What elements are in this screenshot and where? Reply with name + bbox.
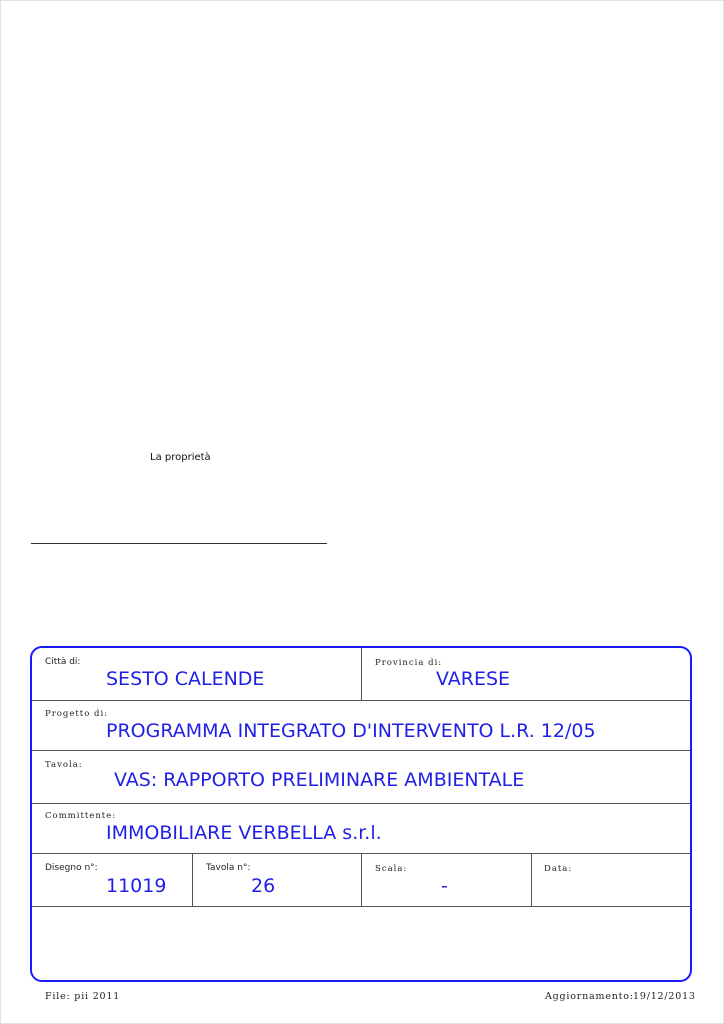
sheet-label: Tavola: <box>45 760 83 770</box>
row-divider <box>32 700 690 701</box>
city-label: Città di: <box>45 657 81 667</box>
sheet-number-label: Tavola n°: <box>206 863 251 873</box>
title-block <box>30 646 692 982</box>
column-divider <box>361 853 362 906</box>
province-label: Provincia di: <box>375 658 443 668</box>
province-value: VARESE <box>436 668 511 690</box>
column-divider <box>531 853 532 906</box>
footer-updated-label: Aggiornamento: <box>545 991 634 1002</box>
drawing-number-label: Disegno n°: <box>45 863 98 873</box>
column-divider <box>192 853 193 906</box>
scale-value: - <box>441 875 448 897</box>
row-divider <box>32 750 690 751</box>
footer-file: File: pii 2011 <box>45 991 121 1002</box>
project-value: PROGRAMMA INTEGRATO D'INTERVENTO L.R. 12/05 <box>106 720 596 742</box>
footer-updated-date: 19/12/2013 <box>633 991 696 1002</box>
client-label: Committente: <box>45 811 117 821</box>
client-value: IMMOBILIARE VERBELLA s.r.l. <box>106 822 382 844</box>
scale-label: Scala: <box>375 864 408 874</box>
sheet-value: VAS: RAPPORTO PRELIMINARE AMBIENTALE <box>114 769 525 791</box>
drawing-number-value: 11019 <box>106 875 167 897</box>
row-divider <box>32 803 690 804</box>
city-value: SESTO CALENDE <box>106 668 265 690</box>
row-divider <box>32 906 690 907</box>
project-label: Progetto di: <box>45 709 109 719</box>
owner-label: La proprietà <box>150 452 211 463</box>
date-label: Data: <box>544 864 573 874</box>
column-divider <box>361 648 362 700</box>
sheet-number-value: 26 <box>251 875 276 897</box>
signature-line <box>31 543 327 544</box>
